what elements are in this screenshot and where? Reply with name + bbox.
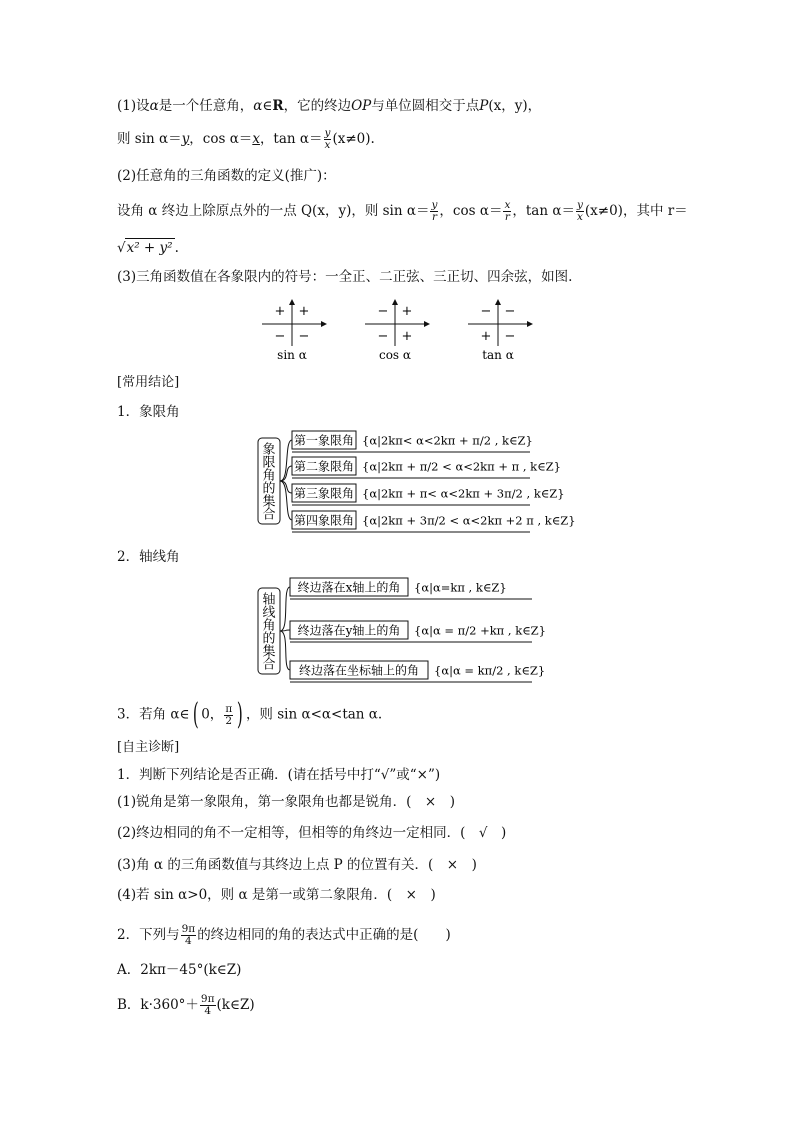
text: 2．下列与: [117, 927, 180, 943]
group-label-char: 限: [262, 455, 276, 471]
text: 的终边相同的角的表达式中正确的是( ): [197, 927, 451, 943]
connector-line: [280, 481, 292, 520]
sign-diagram: [365, 300, 429, 362]
group-label-char: 象: [262, 442, 276, 458]
text: ，它的终边: [283, 98, 352, 114]
text: 与单位圆相交于点: [371, 98, 480, 114]
text: ，tan α＝: [259, 131, 323, 147]
text: α: [149, 98, 159, 114]
sign-diagrams: [0, 298, 794, 368]
set-expression: {α|2kπ + π/2 < α<2kπ + π , k∈Z}: [362, 459, 561, 474]
numerator: y: [431, 199, 438, 211]
numerator: x: [504, 199, 511, 211]
text: 则 sin α＝: [117, 131, 182, 147]
diag-q2: [117, 924, 451, 947]
numerator: 9π: [181, 923, 196, 935]
connector-line: [280, 587, 290, 631]
category-name: 第三象限角: [293, 486, 355, 501]
category-name: 终边落在坐标轴上的角: [298, 663, 420, 678]
text: OP: [351, 98, 372, 114]
text: ，cos α＝: [189, 131, 253, 147]
quadrant-4-sign: +: [401, 329, 413, 344]
text: (1)设: [117, 98, 150, 114]
sqrt-sign: √: [117, 240, 126, 256]
numerator: π: [225, 702, 233, 715]
quadrant-3-sign: −: [377, 329, 389, 344]
p2-title: (2)任意角的三角函数的定义(推广)：: [117, 168, 336, 184]
text: (x，y)，: [488, 98, 542, 114]
text: α: [253, 98, 263, 114]
fraction: [224, 704, 233, 727]
set-expression: {α|2kπ + 3π/2 < α<2kπ +2 π , k∈Z}: [362, 513, 576, 528]
connector-line: [280, 631, 290, 670]
option-a: A．2kπ－45°(k∈Z): [117, 962, 242, 978]
diag-header: [自主诊断]: [117, 740, 180, 755]
numerator: y: [576, 199, 583, 211]
denominator: r: [431, 211, 437, 223]
set-expression: {α|α = π/2 +kπ , k∈Z}: [414, 623, 546, 638]
quadrant-1-sign: −: [504, 304, 516, 319]
text: 0，: [201, 706, 224, 723]
text: (k∈Z): [216, 997, 255, 1013]
quadrant-3-sign: +: [480, 329, 492, 344]
function-label: tan α: [482, 348, 514, 362]
answer: y: [181, 131, 190, 147]
p1-line1: [117, 97, 541, 115]
text: ∈: [262, 98, 273, 114]
diag-q1-item-1: (1)锐角是第一象限角，第一象限角也都是锐角．( × ): [117, 794, 455, 810]
denominator: 2: [225, 714, 233, 727]
denominator: r: [504, 211, 510, 223]
text: (x≠0).: [332, 131, 375, 147]
quadrant-angle-diagram: [0, 420, 794, 535]
text: 3．若角 α∈: [117, 706, 190, 723]
group-label-char: 的: [262, 631, 276, 647]
quadrant-2-sign: −: [377, 304, 389, 319]
quadrant-3-sign: −: [274, 329, 286, 344]
text: B．k·360°＋: [117, 997, 199, 1013]
item3: [117, 697, 383, 732]
fraction: [576, 200, 584, 223]
p2-sqrt-line: [117, 238, 179, 257]
sqrt-content: x² + y²: [126, 240, 173, 256]
denominator: 4: [204, 1005, 212, 1017]
fraction: [430, 200, 438, 223]
group-label-char: 角: [262, 468, 276, 484]
p3-title: (3)三角函数值在各象限内的符号：一全正、二正弦、三正切、四余弦，如图.: [117, 269, 573, 285]
p1-line2: [117, 128, 375, 151]
text: 设角 α 终边上除原点外的一点 Q(x，y)，则 sin α＝: [117, 203, 430, 219]
numerator: 9π: [200, 993, 215, 1005]
quadrant-2-sign: −: [480, 304, 492, 319]
category-name: 终边落在y轴上的角: [297, 623, 401, 638]
group-label-char: 角: [262, 618, 276, 634]
group-label-char: 的: [262, 481, 276, 497]
function-label: sin α: [277, 348, 307, 362]
text: ，则 sin α<α<tan α.: [245, 706, 383, 723]
diag-q1-item-2: (2)终边相同的角不一定相等，但相等的角终边一定相同．( √ ): [117, 825, 507, 841]
quadrant-1-sign: +: [298, 304, 310, 319]
diag-q1-item-3: (3)角 α 的三角函数值与其终边上点 P 的位置有关．( × ): [117, 857, 477, 873]
quadrant-1-sign: +: [401, 304, 413, 319]
text: ，cos α＝: [439, 203, 503, 219]
fraction: [324, 128, 332, 151]
text: R: [272, 98, 284, 114]
text: ，tan α＝: [512, 203, 575, 219]
category-name: 第四象限角: [293, 513, 355, 528]
diag-q1: 1．判断下列结论是否正确．(请在括号中打“√”或“×”): [117, 767, 441, 783]
left-paren: (: [192, 697, 199, 732]
set-expression: {α|2kπ< α<2kπ + π/2 , k∈Z}: [362, 433, 533, 448]
right-paren: ): [237, 697, 244, 732]
diag-q1-item-4: (4)若 sin α>0，则 α 是第一或第二象限角．( × ): [117, 887, 436, 903]
set-expression: {α|α = kπ/2 , k∈Z}: [434, 663, 546, 678]
quadrant-2-sign: +: [274, 304, 286, 319]
axis-angle-diagram: [0, 570, 794, 685]
denominator: x: [576, 211, 583, 223]
quadrant-4-sign: −: [298, 329, 310, 344]
set-expression: {α|α=kπ , k∈Z}: [414, 580, 507, 595]
group-label-char: 集: [262, 644, 276, 660]
item2-title: 2．轴线角: [117, 549, 180, 565]
fraction: [181, 924, 197, 947]
category-name: 终边落在x轴上的角: [297, 580, 401, 595]
item1-title: 1．象限角: [117, 404, 180, 420]
text: P: [479, 98, 489, 114]
group-label-char: 集: [262, 494, 276, 510]
denominator: 4: [185, 935, 192, 947]
option-b: [117, 994, 255, 1017]
quadrant-4-sign: −: [504, 329, 516, 344]
p2-line: [117, 200, 688, 223]
category-name: 第二象限角: [293, 459, 355, 474]
group-label-char: 合: [262, 657, 276, 673]
fraction: [200, 994, 216, 1017]
sign-diagram: [262, 300, 326, 362]
sign-diagram: [468, 300, 532, 362]
group-label-char: 合: [262, 507, 276, 523]
common-header: [常用结论]: [117, 375, 180, 390]
text: .: [174, 240, 179, 256]
text: 是一个任意角，: [158, 98, 254, 114]
group-label-char: 线: [262, 605, 276, 621]
set-expression: {α|2kπ + π< α<2kπ + 3π/2 , k∈Z}: [362, 486, 565, 501]
function-label: cos α: [378, 348, 412, 362]
numerator: y: [324, 127, 331, 139]
group-label-char: 轴: [262, 592, 276, 608]
denominator: x: [324, 139, 331, 151]
fraction: [503, 200, 511, 223]
text: (x≠0)，其中 r＝: [584, 203, 688, 219]
category-name: 第一象限角: [293, 433, 355, 448]
answer: x: [252, 131, 260, 147]
